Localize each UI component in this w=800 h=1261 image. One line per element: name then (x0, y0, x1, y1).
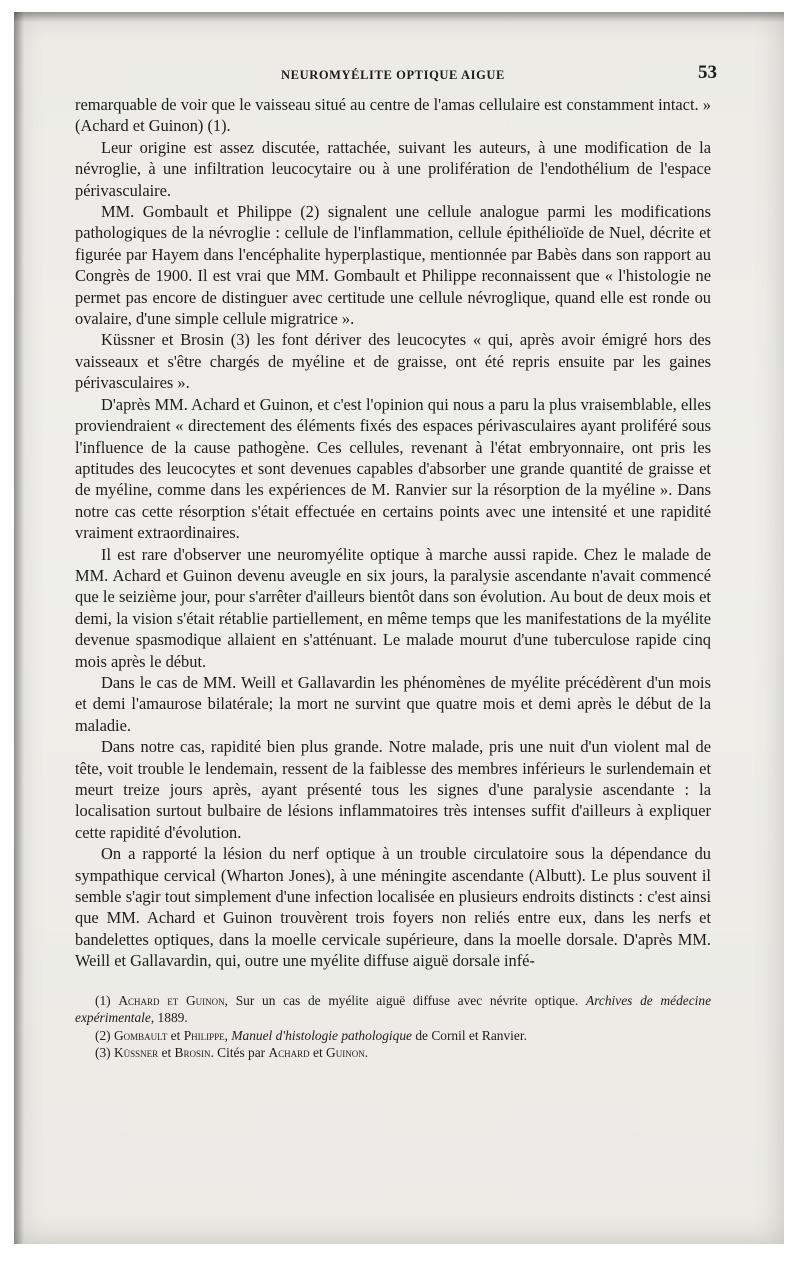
footnote-tail: de Cornil et Ranvier. (412, 1027, 527, 1043)
page-number: 53 (698, 62, 717, 83)
footnote-text: , (224, 1027, 232, 1043)
paragraph: MM. Gombault et Philippe (2) signalent une cellule analogue parmi les modifications pathologiques de la névroglie : cellule de l'inflammation, cellule épithélioïde de Nuel, décrite et figurée par Hayem dans l'encéphalite hyperplastique, mentionnée par Babès dans son rapport au Congrès de 1900. Il est vrai que MM. Gombault et Philippe reconnaissent que « l'histologie ne permet pas encore de distinguer avec certitude une cellule névroglique, quand elle est ronde ou ovalaire, d'une simple cellule migratrice ». (75, 202, 711, 329)
footnote-joiner: et (167, 1027, 184, 1043)
paragraph: On a rapporté la lésion du nerf optique à un trouble circulatoire sous la dépendance du sympathique cervical (Wharton Jones), à une méningite ascendante (Albutt). Le plus souvent il semble s'agir tout simplement d'une infection localisée en plusieurs endroits distincts : c'est ainsi que MM. Achard et Guinon trouvèrent trois foyers non reliés entre eux, dans les nerfs et bandelettes optiques, dans la moelle cervicale supérieure, dans la moelle dorsale. D'après MM. Weill et Gallavardin, qui, outre une myélite diffuse aiguë dorsale infé- (75, 844, 711, 971)
footnote-number: (3) (95, 1045, 111, 1061)
paragraph: Leur origine est assez discutée, rattachée, suivant les auteurs, à une modification de la névroglie, à une infiltration leucocytaire ou à une prolifération de l'endothélium de l'espace périvasculaire. (75, 137, 711, 200)
footnote-tail: . (364, 1045, 369, 1061)
paragraph: remarquable de voir que le vaisseau situé au centre de l'amas cellulaire est constamment intact. » (Achard et Guinon) (1). (75, 95, 711, 136)
footnote-authors: Brosin (174, 1045, 211, 1061)
scan-shadow-left (14, 12, 24, 1244)
footnote-number: (2) (95, 1027, 111, 1043)
footnote-authors: Achard (268, 1045, 310, 1061)
footnote-source: Manuel d'histologie pathologique (231, 1027, 412, 1043)
footnote (75, 1027, 711, 1045)
paragraph: D'après MM. Achard et Guinon, et c'est l'opinion qui nous a paru la plus vraisemblable, elles proviendraient « directement des éléments fixés des espaces périvasculaires ayant proliféré sous l'influence de la cause pathogène. Ces cellules, revenant à l'état embryonnaire, ont pris les aptitudes des leucocytes et sont devenues capables d'absorber une grande quantité de graisse et de myéline, comme dans les expériences de M. Ranvier sur la résorption de la myéline ». Dans notre cas cette résorption s'était effectuée en certains points avec une intensité et une rapidité vraiment extraordinaires. (75, 394, 711, 543)
footnote-source: Archives de médecine expérimentale (75, 992, 712, 1026)
footnote-text: . Cités par (210, 1045, 269, 1061)
footnote (75, 992, 711, 1027)
footnote-authors: Gombault (113, 1027, 168, 1043)
paragraph: Dans notre cas, rapidité bien plus grande. Notre malade, pris une nuit d'un violent mal de tête, voit trouble le lendemain, ressent de la faiblesse des membres inférieurs le surlendemain et meurt treize jours après, ayant présenté tous les signes d'une paralysie ascendante : la localisation surtout bulbaire de lésions inflammatoires très intenses suffit d'ailleurs à expliquer cette rapidité d'évolution. (75, 737, 711, 842)
footnote-authors: Guinon (326, 1045, 365, 1061)
scan-shadow-top (14, 12, 784, 22)
paragraph: Il est rare d'observer une neuromyélite optique à marche aussi rapide. Chez le malade de MM. Achard et Guinon devenu aveugle en six jours, la paralysie ascendante n'avait commencé que le seizième jour, pour s'arrêter d'ailleurs bientôt dans son évolution. Au bout de deux mois et demi, la vision s'était rétablie partiellement, en même temps que les manifestations de la myélite devenue spasmodique allaient en s'atténuant. Le malade mourut d'une tuberculose rapide cinq mois après le début. (75, 544, 711, 671)
footnote-joiner: et (158, 1045, 175, 1061)
running-header (75, 60, 717, 88)
paragraph: Küssner et Brosin (3) les font dériver des leucocytes « qui, après avoir émigré hors des vaisseaux et s'être chargés de myéline et de graisse, ont été repris ensuite par les gaines périvasculaires ». (75, 330, 711, 393)
footnotes (75, 992, 711, 1062)
page-content (75, 60, 717, 1062)
footnote-authors: Küssner (113, 1045, 159, 1061)
body-text (75, 94, 711, 972)
footnote-joiner: et (309, 1045, 327, 1061)
footnote-text: , Sur un cas de myélite aiguë diffuse avec névrite optique. (224, 992, 587, 1008)
footnote (75, 1044, 711, 1062)
footnote-authors: Achard et Guinon (118, 992, 225, 1008)
footnote-number: (1) (95, 992, 111, 1008)
running-title: NEUROMYÉLITE OPTIQUE AIGUE (281, 68, 505, 82)
paragraph: Dans le cas de MM. Weill et Gallavardin les phénomènes de myélite précédèrent d'un mois et demi l'amaurose bilatérale; la mort ne survint que quatre mois et demi après le début de la maladie. (75, 672, 711, 735)
footnote-tail: , 1889. (150, 1010, 188, 1026)
footnote-authors: Philippe (183, 1027, 225, 1043)
